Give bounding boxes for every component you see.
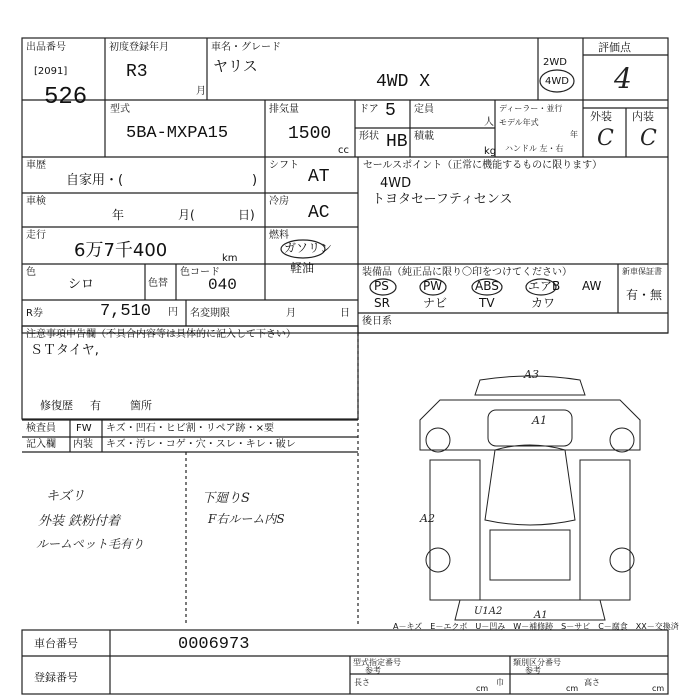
equip-airbag: エアB bbox=[528, 279, 561, 293]
chassis-label: 車台番号 bbox=[34, 637, 78, 650]
equip-abs: ABS bbox=[475, 279, 499, 293]
equip-pw: PW bbox=[423, 279, 443, 293]
model-year-label: モデル年式 bbox=[499, 118, 539, 127]
designation-label: 型式指定番号 bbox=[353, 658, 401, 667]
dealer-label: ディーラー・並行 bbox=[499, 104, 563, 113]
exterior-label: 外装 bbox=[590, 110, 612, 123]
load-label: 積載 bbox=[414, 131, 434, 142]
displacement-label: 排気量 bbox=[269, 104, 299, 115]
name-change-month: 月 bbox=[286, 308, 296, 319]
recycle-value: 7,510 bbox=[100, 302, 152, 321]
equipment-label: 装備品（純正品に限り〇印をつけてください） bbox=[362, 267, 572, 278]
plate-label: 登録番号 bbox=[34, 671, 78, 684]
interior-label: 内装 bbox=[632, 110, 654, 123]
model-year-unit: 年 bbox=[570, 130, 578, 139]
recycle-label: R券 bbox=[26, 308, 43, 319]
handnote-left-2: 外装 鉄粉付着 bbox=[38, 514, 121, 529]
diagram-mark-a1: A1 bbox=[532, 414, 547, 427]
load-unit: kg bbox=[484, 146, 497, 157]
inspector-line2: キズ・汚レ・コゲ・穴・スレ・キレ・破レ bbox=[106, 439, 296, 450]
fuel-selected: ガソリン bbox=[284, 241, 333, 255]
displacement-value: 1500 bbox=[288, 124, 332, 144]
notes-text: ＳＴタイヤ, bbox=[30, 343, 99, 358]
lot-number: 526 bbox=[44, 84, 88, 111]
handnote-left-3: ルームペット毛有り bbox=[36, 537, 145, 551]
type-code-label: 型式 bbox=[110, 104, 130, 115]
inspection-day: 日) bbox=[238, 208, 255, 222]
dim-height: 高さ bbox=[584, 678, 600, 687]
damage-legend: A－キズ E－エクボ U－凹み W－補修跡 S－サビ C－腐食 XX－交換済 bbox=[393, 622, 679, 631]
dim-width-unit: cm bbox=[566, 684, 579, 693]
exterior-grade: C bbox=[597, 126, 614, 151]
equip-sr: SR bbox=[374, 296, 390, 310]
interior-grade: C bbox=[640, 126, 657, 151]
equip-ps: PS bbox=[374, 279, 389, 293]
repair-label: 修復歴 bbox=[40, 399, 73, 412]
aircon-value: AC bbox=[308, 203, 330, 223]
diagram-mark-a3: A3 bbox=[524, 368, 539, 381]
inspection-label: 車検 bbox=[26, 196, 46, 207]
shift-label: シフト bbox=[269, 160, 299, 171]
rating-label: 評価点 bbox=[598, 41, 631, 54]
name-change-label: 名変期限 bbox=[190, 308, 230, 319]
inspector-interior: 内装 bbox=[73, 439, 93, 450]
sales-point-label: セールスポイント（正常に機能するものに限ります） bbox=[363, 160, 603, 171]
name-change-day: 日 bbox=[340, 308, 350, 319]
equip-tv: TV bbox=[479, 296, 495, 310]
capacity-unit: 人 bbox=[484, 117, 494, 128]
dim-length-unit: cm bbox=[476, 684, 489, 693]
equip-aw: AW bbox=[582, 279, 602, 293]
equip-leather: カワ bbox=[531, 296, 556, 310]
notes-label: 注意事項申告欄（不具合内容等は具体的に記入して下さい） bbox=[26, 329, 296, 340]
color-value: シロ bbox=[68, 277, 95, 292]
rear-seat-label: 後日系 bbox=[362, 316, 392, 327]
sales-point-line1: 4WD bbox=[380, 176, 412, 191]
drive-selected: 4WD bbox=[545, 76, 569, 87]
doors-label: ドア bbox=[359, 104, 379, 115]
capacity-label: 定員 bbox=[414, 104, 434, 115]
inspector-fw: FW bbox=[76, 423, 92, 434]
handnote-right-2: F右ルーム内S bbox=[208, 512, 285, 526]
history-value: 自家用・( bbox=[66, 173, 124, 188]
inspection-month: 月( bbox=[178, 208, 195, 222]
warranty-value: 有・無 bbox=[626, 288, 663, 302]
body-shape-value: HB bbox=[386, 132, 408, 152]
color-code-label: 色コード bbox=[180, 267, 220, 278]
aircon-label: 冷房 bbox=[269, 196, 289, 207]
warranty-label: 新車保証書 bbox=[622, 267, 662, 276]
category-sub: 参考 bbox=[525, 666, 541, 675]
mileage-value: 6万7千400 bbox=[74, 240, 168, 261]
diagram-mark-u1a2: U1A2 bbox=[474, 606, 503, 617]
body-shape-label: 形状 bbox=[359, 131, 379, 142]
history-label: 車歴 bbox=[26, 160, 46, 171]
diagram-mark-a2: A2 bbox=[420, 512, 435, 525]
model-name: ヤリス bbox=[213, 57, 258, 75]
dim-width: 巾 bbox=[496, 678, 504, 687]
inspector-line1: キズ・凹石・ヒビ割・リペア跡・×要 bbox=[106, 423, 274, 434]
recycle-unit: 円 bbox=[168, 307, 178, 318]
type-code: 5BA-MXPA15 bbox=[126, 124, 229, 143]
shift-value: AT bbox=[308, 167, 330, 187]
rating-score: 4 bbox=[614, 62, 632, 95]
registration-year: R3 bbox=[126, 62, 148, 82]
model-grade: 4WD X bbox=[376, 72, 431, 92]
mileage-label: 走行 bbox=[26, 230, 46, 241]
fuel-other: 軽油 bbox=[290, 261, 315, 275]
color-change-label: 色替 bbox=[148, 278, 168, 289]
drive-2wd-label: 2WD bbox=[543, 57, 567, 68]
displacement-unit: cc bbox=[338, 145, 349, 156]
chassis-value: 0006973 bbox=[178, 635, 250, 654]
registration-label: 初度登録年月 bbox=[109, 42, 169, 53]
fuel-label: 燃料 bbox=[269, 230, 289, 241]
mileage-unit: km bbox=[222, 253, 238, 264]
handnote-left-1: キズリ bbox=[46, 489, 85, 504]
designation-sub: 参考 bbox=[365, 666, 381, 675]
inspector-label2: 記入欄 bbox=[26, 439, 56, 450]
handle-label: ハンドル 左・右 bbox=[505, 144, 564, 153]
category-label: 類別区分番号 bbox=[513, 658, 561, 667]
doors-value: 5 bbox=[385, 101, 396, 121]
inspector-label1: 検査員 bbox=[26, 423, 56, 434]
model-name-label: 車名・グレード bbox=[211, 42, 281, 53]
lot-label: 出品番号 bbox=[26, 42, 66, 53]
dim-length: 長さ bbox=[354, 678, 370, 687]
repair-sub: 箇所 bbox=[130, 399, 152, 412]
diagram-mark-a1-rear: A1 bbox=[534, 610, 548, 621]
registration-month-unit: 月 bbox=[196, 86, 206, 97]
lot-code: [2091] bbox=[34, 66, 68, 77]
equip-navi: ナビ bbox=[423, 296, 448, 310]
repair-value: 有 bbox=[90, 399, 101, 412]
inspection-year: 年 bbox=[112, 208, 125, 222]
color-code: 040 bbox=[208, 276, 237, 294]
color-label: 色 bbox=[26, 267, 36, 278]
handnote-right-1: 下廻りS bbox=[202, 491, 250, 506]
history-close: ) bbox=[252, 173, 258, 188]
sales-point-line2: トヨタセーフティセンス bbox=[372, 192, 513, 207]
dim-height-unit: cm bbox=[652, 684, 665, 693]
